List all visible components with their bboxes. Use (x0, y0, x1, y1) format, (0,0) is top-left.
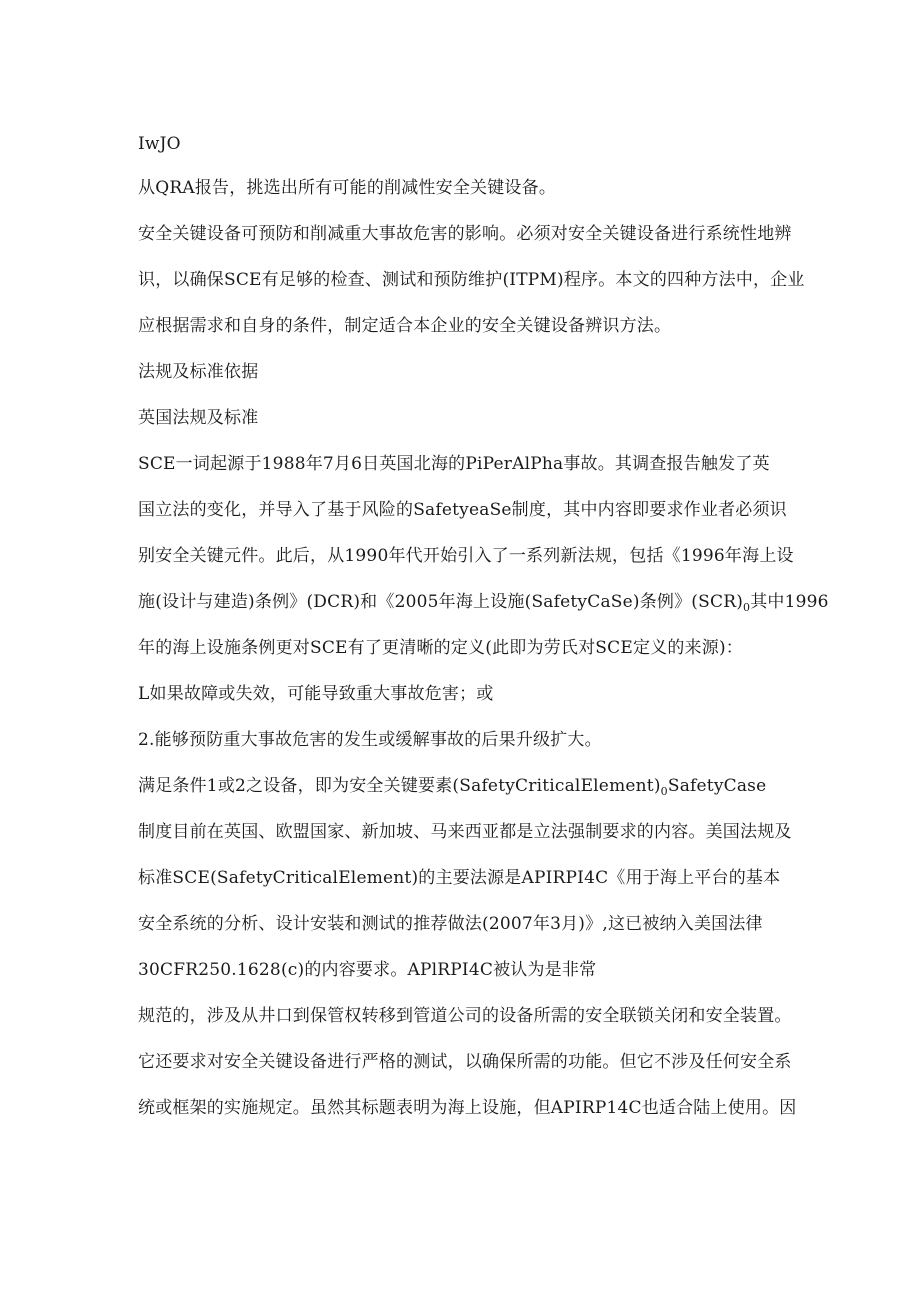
paragraph-line: 安全系统的分析、设计安装和测试的推荐做法(2007年3月)》,这已被纳入美国法律 (138, 914, 763, 934)
paragraph-line: 年的海上设施条例更对SCE有了更清晰的定义(此即为劳氏对SCE定义的来源)： (138, 638, 743, 658)
section-heading: 法规及标准依据 (138, 362, 259, 382)
paragraph-line: 制度目前在英国、欧盟国家、新加坡、马来西亚都是立法强制要求的内容。美国法规及 (138, 822, 792, 842)
paragraph-line: 规范的，涉及从井口到保管权转移到管道公司的设备所需的安全联锁关闭和安全装置。 (138, 1006, 792, 1026)
paragraph-text: 其中1996 (750, 592, 829, 612)
paragraph-text: 满足条件1或2之设备，即为安全关键要素(SafetyCriticalElement) (138, 776, 661, 796)
paragraph-line (138, 592, 829, 618)
list-item: L如果故障或失效，可能导致重大事故危害；或 (138, 684, 494, 704)
paragraph-line: 国立法的变化，并导入了基于风险的SafetyeaSe制度，其中内容即要求作业者必须识 (138, 500, 787, 520)
paragraph-line: 识，以确保SCE有足够的检查、测试和预防维护(ITPM)程序。本文的四种方法中，企业 (138, 270, 805, 290)
subscript-mark: 0 (660, 785, 668, 798)
header-code: IwJO (138, 134, 181, 154)
paragraph-line: 别安全关键元件。此后，从1990年代开始引入了一系列新法规，包括《1996年海上设 (138, 546, 794, 566)
paragraph-line: 30CFR250.1628(c)的内容要求。APlRPI4C被认为是非常 (138, 960, 597, 980)
paragraph-line: SCE一词起源于1988年7月6日英国北海的PiPerAlPha事故。其调查报告触发了英 (138, 454, 770, 474)
paragraph-line: 统或框架的实施规定。虽然其标题表明为海上设施，但APIRP14C也适合陆上使用。因 (138, 1098, 797, 1118)
paragraph-line: 它还要求对安全关键设备进行严格的测试，以确保所需的功能。但它不涉及任何安全系 (138, 1052, 792, 1072)
paragraph-line (138, 776, 766, 802)
paragraph-line: 从QRA报告，挑选出所有可能的削减性安全关键设备。 (138, 178, 557, 198)
subsection-heading: 英国法规及标准 (138, 408, 259, 428)
paragraph-text: 施(设计与建造)条例》(DCR)和《2005年海上设施(SafetyCaSe)条例》(SCR) (138, 592, 744, 612)
paragraph-text: SafetyCase (667, 776, 767, 796)
paragraph-line: 应根据需求和自身的条件，制定适合本企业的安全关键设备辨识方法。 (138, 316, 672, 336)
subscript-mark: 0 (743, 601, 751, 614)
list-item: 2.能够预防重大事故危害的发生或缓解事故的后果升级扩大。 (138, 730, 602, 750)
paragraph-line: 安全关键设备可预防和削减重大事故危害的影响。必须对安全关键设备进行系统性地辨 (138, 224, 792, 244)
paragraph-line: 标准SCE(SafetyCriticalElement)的主要法源是APIRPI4C《用于海上平台的基本 (138, 868, 781, 888)
